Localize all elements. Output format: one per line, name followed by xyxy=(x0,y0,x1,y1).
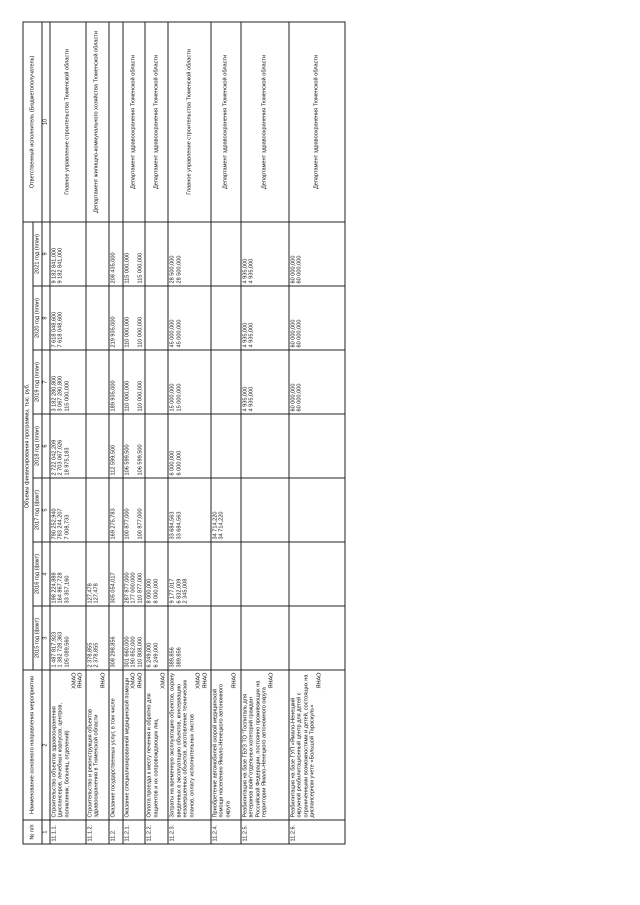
value: 28 500,000 xyxy=(176,255,183,284)
value-cell xyxy=(241,606,289,670)
value-cell xyxy=(145,286,168,350)
value xyxy=(212,353,219,412)
value: 127,478 xyxy=(87,583,94,604)
row-name xyxy=(123,670,146,820)
value: 60 000,000 xyxy=(290,383,297,412)
financing-table xyxy=(23,21,346,844)
header-year: 2017 год (факт) xyxy=(33,478,43,542)
value-cell xyxy=(289,542,345,606)
value-cell xyxy=(50,222,86,286)
value-cell xyxy=(86,606,109,670)
row-number: 11.2.5. xyxy=(241,820,289,844)
header-year: 2020 год (план) xyxy=(33,286,43,350)
value xyxy=(212,417,219,476)
region-label: ЯНАО xyxy=(231,672,238,689)
row-executor xyxy=(109,22,123,222)
value xyxy=(242,609,249,668)
value-cell xyxy=(145,478,168,542)
value xyxy=(87,481,94,540)
value: 60 000,000 xyxy=(296,383,303,412)
region-label: ЯНАО xyxy=(77,672,84,689)
value: 164 867,728 xyxy=(57,572,64,604)
region-label: ХМАО xyxy=(130,672,137,689)
value xyxy=(183,289,190,348)
value xyxy=(131,481,138,540)
table-row xyxy=(109,22,123,844)
value: 106 599,500 xyxy=(137,444,144,476)
value-cell xyxy=(123,606,146,670)
value: 4 935,000 xyxy=(248,258,255,284)
value xyxy=(249,481,256,540)
value-cell xyxy=(211,350,241,414)
value: 219 935,000 xyxy=(110,316,117,348)
value-cell xyxy=(168,606,211,670)
header-year: 2018 год (план) xyxy=(33,414,43,478)
value xyxy=(94,353,101,412)
value-cell xyxy=(211,542,241,606)
column-number: 8 xyxy=(42,286,50,350)
row-name xyxy=(86,670,109,820)
value: 106 599,500 xyxy=(124,444,131,476)
value-cell xyxy=(145,414,168,478)
value-cell xyxy=(109,350,123,414)
row-name-text: Оплата проезда к месту лечения и обратно для пациентов и их сопровождающих лиц xyxy=(146,693,160,818)
value xyxy=(131,353,138,412)
row-name-text: Строительство объектов здравоохранения (диспансеров, лечебных корпусов, центров, поликлиник, больниц, отделений) xyxy=(51,703,71,818)
value: 9 177,017 xyxy=(169,578,176,604)
value-cell xyxy=(123,222,146,286)
row-number: 11.2. xyxy=(109,820,123,844)
value: 34 714,220 xyxy=(218,511,225,540)
value xyxy=(290,481,297,540)
row-number: 11.2.2. xyxy=(145,820,168,844)
value-cell xyxy=(241,222,289,286)
region-label: ХМАО xyxy=(160,672,166,689)
value xyxy=(212,289,219,348)
value xyxy=(219,545,226,604)
value-cell xyxy=(145,542,168,606)
row-number: 11.2.3. xyxy=(168,820,211,844)
value-cell xyxy=(145,350,168,414)
value: 7 008,733 xyxy=(64,514,71,540)
value xyxy=(87,224,94,283)
value xyxy=(64,289,71,348)
value: 110 000,000 xyxy=(124,380,131,412)
row-name-text: Реабилитация на базе ГБУЗ ТО "Госпиталь для ветеранов войн"отдельных категорий граждан Российской Федерации, постоянно проживающих на территории Ямало-Ненецкого автономного округа xyxy=(242,680,268,818)
value: 9 182 841,000 xyxy=(51,247,58,284)
value-cell xyxy=(109,414,123,478)
value-cell xyxy=(50,478,86,542)
value xyxy=(183,353,190,412)
value: 28 500,000 xyxy=(169,255,176,284)
value: 100 877,000 xyxy=(124,508,131,540)
value xyxy=(147,224,154,283)
value-cell xyxy=(241,478,289,542)
value-cell xyxy=(50,542,86,606)
column-number: 10 xyxy=(42,22,50,222)
value: 3 067 280,800 xyxy=(57,375,64,412)
value xyxy=(242,481,249,540)
value: 2 378,855 xyxy=(93,642,100,668)
row-name xyxy=(145,670,168,820)
value: 790 252,940 xyxy=(51,508,58,540)
row-name xyxy=(109,670,123,820)
region-label: ЯНАО xyxy=(316,672,323,689)
value-cell xyxy=(211,222,241,286)
value: 169 275,783 xyxy=(110,508,117,540)
value xyxy=(131,224,138,283)
value xyxy=(153,289,160,348)
value-cell xyxy=(86,350,109,414)
value: 15 000,000 xyxy=(176,383,183,412)
value-cell xyxy=(50,414,86,478)
value xyxy=(219,289,226,348)
row-name xyxy=(168,670,211,820)
column-number: 5 xyxy=(42,478,50,542)
value-cell xyxy=(50,350,86,414)
value xyxy=(249,417,256,476)
header-executor: Ответственный исполнитель (Бюджетополучатель) xyxy=(23,22,42,222)
row-executor: Департамент здравоохранения Тюменской области xyxy=(123,22,146,222)
value: 6 249,000 xyxy=(146,642,153,668)
header-name: Наименование основного направления мероприятия xyxy=(23,670,42,820)
rotated-page xyxy=(1,0,640,865)
value: 6 249,000 xyxy=(153,642,160,668)
value: 33 684,563 xyxy=(169,511,176,540)
value-cell xyxy=(289,606,345,670)
value-cell xyxy=(86,542,109,606)
header-year: 2021 год (план) xyxy=(33,222,43,286)
value xyxy=(249,545,256,604)
value-cell xyxy=(211,286,241,350)
row-executor: Департамент жилищно-коммунального хозяйства Тюменской области xyxy=(86,22,109,222)
value: 2 378,855 xyxy=(87,642,94,668)
value: 177 000,000 xyxy=(130,572,137,604)
value-cell xyxy=(168,222,211,286)
value-cell xyxy=(168,286,211,350)
value xyxy=(242,417,249,476)
value: 105 089,560 xyxy=(64,636,71,668)
value xyxy=(183,481,190,540)
column-number: 7 xyxy=(42,350,50,414)
value xyxy=(242,545,249,604)
row-executor: Департамент здравоохранения Тюменской области xyxy=(145,22,168,222)
value xyxy=(219,224,226,283)
value: 100 877,000 xyxy=(137,508,144,540)
value xyxy=(147,481,154,540)
value: 8 000,000 xyxy=(153,578,160,604)
value xyxy=(147,353,154,412)
value xyxy=(297,545,304,604)
value: 305 054,017 xyxy=(110,572,117,604)
value xyxy=(87,289,94,348)
value-cell xyxy=(289,350,345,414)
value-cell xyxy=(123,286,146,350)
value-cell xyxy=(145,222,168,286)
value-cell xyxy=(241,542,289,606)
value-cell xyxy=(168,542,211,606)
value: 389,856 xyxy=(176,647,183,668)
region-label: ЯНАО xyxy=(202,672,209,689)
value: 9 182 841,000 xyxy=(57,247,64,284)
value-cell xyxy=(123,350,146,414)
value-cell xyxy=(211,478,241,542)
row-executor: Департамент здравоохранения Тюменской области xyxy=(241,22,289,222)
value: 2 722 042,209 xyxy=(51,439,58,476)
header-year: 2019 год (план) xyxy=(33,350,43,414)
value: 208 435,000 xyxy=(110,252,117,284)
value: 45 000,000 xyxy=(169,319,176,348)
row-executor: Главное управление строительства Тюменской области xyxy=(50,22,86,222)
value xyxy=(249,609,256,668)
header-volumes: Объемы финансирования программы, тыс. руб. xyxy=(23,222,33,670)
value: 4 935,000 xyxy=(242,322,249,348)
value: 6 000,000 xyxy=(169,450,176,476)
row-name xyxy=(241,670,289,820)
value-cell xyxy=(241,286,289,350)
value: 6 000,000 xyxy=(176,450,183,476)
value: 2 703 067,026 xyxy=(57,439,64,476)
value xyxy=(212,224,219,283)
row-name-text: Строительство и реконструкция объектов здравоохранения в Тюменской области xyxy=(87,709,100,818)
value-cell xyxy=(289,414,345,478)
value: 60 000,000 xyxy=(296,255,303,284)
value-cell xyxy=(109,286,123,350)
value xyxy=(219,353,226,412)
value-cell xyxy=(50,286,86,350)
table-row xyxy=(168,22,211,844)
row-executor: Департамент здравоохранения Тюменской области xyxy=(289,22,345,222)
row-name-text: Затраты на временную эксплуатацию объектов, охрану введенных в эксплуатацию объектов, консервацию незавершенных объектов, изготовление технических планов, оплату исполнительных листов xyxy=(169,672,196,818)
value xyxy=(64,224,71,283)
column-number: 1 xyxy=(42,820,50,844)
value: 34 714,220 xyxy=(212,511,219,540)
value-cell xyxy=(168,478,211,542)
value-cell xyxy=(86,478,109,542)
value-cell xyxy=(211,606,241,670)
value: 18 975,183 xyxy=(64,447,71,476)
region-label: ЯНАО xyxy=(137,672,144,689)
header-num: № п/п xyxy=(23,820,42,844)
value xyxy=(297,609,304,668)
value: 3 182 280,800 xyxy=(51,375,58,412)
value: 115 000,000 xyxy=(137,252,144,284)
value xyxy=(290,417,297,476)
value xyxy=(153,353,160,412)
value: 15 000,000 xyxy=(169,383,176,412)
value: 301 660,000 xyxy=(124,636,131,668)
column-number: 4 xyxy=(42,542,50,606)
value: 189 935,000 xyxy=(110,380,117,412)
value xyxy=(131,289,138,348)
value: 783 244,207 xyxy=(57,508,64,540)
value: 110 808,000 xyxy=(137,636,144,668)
column-number: 2 xyxy=(42,670,50,820)
value xyxy=(94,417,101,476)
value: 33 684,563 xyxy=(176,511,183,540)
table-row xyxy=(241,22,289,844)
row-name-text: Реабилитация на базе ГУП «Ямало-Ненецкий окружной реабилитационный центр для детей с ограниченными возможностями и детей, состоящих на диспансерном учете «Большой Тараскуль» xyxy=(290,674,316,818)
value xyxy=(219,417,226,476)
value xyxy=(183,224,190,283)
value: 110 877,000 xyxy=(137,572,144,604)
value: 127,478 xyxy=(93,583,100,604)
value: 7 618 048,600 xyxy=(57,311,64,348)
value-cell xyxy=(241,350,289,414)
value: 60 000,000 xyxy=(296,319,303,348)
value: 4 935,000 xyxy=(248,386,255,412)
row-number: 11.1.1. xyxy=(50,820,86,844)
value-cell xyxy=(241,414,289,478)
value: 60 000,000 xyxy=(290,319,297,348)
row-number: 11.2.1. xyxy=(123,820,146,844)
value: 115 000,000 xyxy=(64,380,71,412)
row-name xyxy=(50,670,86,820)
table-row xyxy=(123,22,146,844)
value: 1 382 728,363 xyxy=(57,631,64,668)
value xyxy=(290,545,297,604)
value xyxy=(94,224,101,283)
table-row xyxy=(145,22,168,844)
value: 60 000,000 xyxy=(290,255,297,284)
header-year: 2015 год (факт) xyxy=(33,606,43,670)
region-label: ЯНАО xyxy=(268,672,275,689)
value-cell xyxy=(86,222,109,286)
value xyxy=(147,289,154,348)
column-number: 3 xyxy=(42,606,50,670)
value: 4 935,000 xyxy=(242,258,249,284)
value: 115 000,000 xyxy=(124,252,131,284)
value-cell xyxy=(289,286,345,350)
value-cell xyxy=(86,286,109,350)
value: 287 877,000 xyxy=(124,572,131,604)
table-row xyxy=(86,22,109,844)
value: 6 832,009 xyxy=(176,578,183,604)
value-cell xyxy=(109,478,123,542)
table-row xyxy=(211,22,241,844)
value-cell xyxy=(289,222,345,286)
value-cell xyxy=(123,414,146,478)
value-cell xyxy=(211,414,241,478)
value xyxy=(153,224,160,283)
row-number: 11.2.6. xyxy=(289,820,345,844)
value-cell xyxy=(123,542,146,606)
value: 8 000,000 xyxy=(146,578,153,604)
region-label: ЯНАО xyxy=(100,672,107,689)
row-name-text: Оказание государственных услуг, в том числе xyxy=(110,698,117,818)
value xyxy=(87,417,94,476)
column-number: 9 xyxy=(42,222,50,286)
value-cell xyxy=(145,606,168,670)
value: 112 599,500 xyxy=(110,444,117,476)
row-number: 11.2.4. xyxy=(211,820,241,844)
value: 4 935,000 xyxy=(248,322,255,348)
region-label: ХМАО xyxy=(71,672,78,689)
value xyxy=(183,609,190,668)
value-cell xyxy=(109,222,123,286)
value xyxy=(153,417,160,476)
value: 7 618 048,600 xyxy=(51,311,58,348)
value: 190 852,000 xyxy=(130,636,137,668)
row-executor: Главное управление строительства Тюменской области xyxy=(168,22,211,222)
value xyxy=(183,417,190,476)
value xyxy=(87,353,94,412)
value: 110 000,000 xyxy=(124,316,131,348)
value: 2 345,008 xyxy=(182,578,189,604)
value: 110 000,000 xyxy=(137,380,144,412)
row-executor: Департамент здравоохранения Тюменской области xyxy=(211,22,241,222)
value xyxy=(212,609,219,668)
value: 389,856 xyxy=(169,647,176,668)
value xyxy=(147,417,154,476)
value-cell xyxy=(289,478,345,542)
value-cell xyxy=(109,542,123,606)
row-number: 11.1.2. xyxy=(86,820,109,844)
row-name xyxy=(211,670,241,820)
value-cell xyxy=(168,350,211,414)
value-cell xyxy=(86,414,109,478)
column-number: 6 xyxy=(42,414,50,478)
row-name xyxy=(289,670,345,820)
row-name-text: Оказание специализированной медицинской помощи xyxy=(124,677,131,818)
row-name-text: Приобретение автомобилей скорой медицинской помощи населению Ямало-Ненецкого автономного округа xyxy=(212,683,232,818)
header-year: 2016 год (факт) xyxy=(33,542,43,606)
value xyxy=(94,481,101,540)
value: 198 224,888 xyxy=(51,572,58,604)
value: 33 357,160 xyxy=(64,575,71,604)
value xyxy=(297,481,304,540)
value: 110 000,000 xyxy=(137,316,144,348)
value-cell xyxy=(50,606,86,670)
value-cell xyxy=(123,478,146,542)
value xyxy=(297,417,304,476)
region-label: ХМАО xyxy=(195,672,202,689)
value xyxy=(219,609,226,668)
value xyxy=(212,545,219,604)
value: 1 487 817,923 xyxy=(51,631,58,668)
value xyxy=(94,289,101,348)
value: 4 935,000 xyxy=(242,386,249,412)
value xyxy=(153,481,160,540)
value xyxy=(131,417,138,476)
table-row xyxy=(50,22,86,844)
value-cell xyxy=(168,414,211,478)
value: 308 298,856 xyxy=(110,636,117,668)
value-cell xyxy=(109,606,123,670)
table-row xyxy=(289,22,345,844)
value xyxy=(290,609,297,668)
value: 45 000,000 xyxy=(176,319,183,348)
